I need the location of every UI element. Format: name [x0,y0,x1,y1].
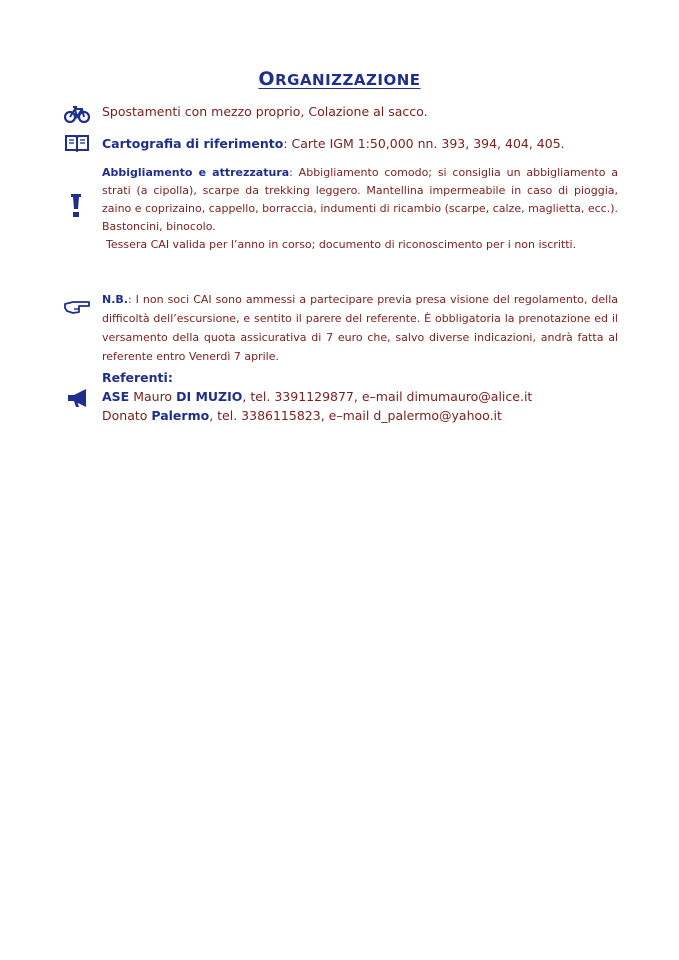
note-text: : I non soci CAI sono ammessi a partecipare previa presa visione del regolamento, della difficoltà dell’escursione, e sentito il parere del referente. È obbligatoria la prenotazione ed il versamento della quota assicurativa di 7 euro che, salvo diverse indicazioni, andrà fatta al referente entro Venerdì 7 aprile. [102,293,618,363]
note-label: N.B. [102,293,128,306]
title-initial: O [258,68,276,90]
referent-1-first: Mauro [133,389,173,404]
title-rest: RGANIZZAZIONE [275,71,421,89]
referents-heading: Referenti [102,370,168,385]
maps-line [102,136,618,151]
referents-block [102,368,618,425]
referent-1-last: DI MUZIO [176,389,243,404]
maps-text: : Carte IGM 1:50,000 nn. 393, 394, 404, 405. [283,136,565,151]
referents-heading-line [102,368,618,387]
referent-1 [102,387,618,406]
book-icon [65,134,89,152]
megaphone-icon [66,388,90,408]
maps-label: Cartografia di riferimento [102,136,284,151]
referent-2-contact: , tel. 3386115823, e–mail d_palermo@yahoo.it [209,408,502,423]
referent-1-contact: , tel. 3391129877, e–mail dimumauro@alice.it [242,389,533,404]
referent-2-first: Donato [102,408,148,423]
transport-line: Spostamenti con mezzo proprio, Colazione al sacco. [102,104,428,119]
bicycle-icon [64,105,90,123]
referent-2-last: Palermo [151,408,210,423]
page-title [0,68,679,90]
referent-2 [102,406,618,425]
clothing-paragraph [102,164,618,254]
referents-colon: : [167,370,173,385]
clothing-text: : Abbigliamento comodo; si consiglia un abbigliamento a strati (a cipolla), scarpe da trekking leggero. Mantellina impermeabile in caso di pioggia, zaino e coprizaino, cappello, borraccia, indumenti di ricambio (scarpe, calze, maglietta, ecc.). Bastoncini, binocolo. [102,166,618,233]
clothing-label: Abbigliamento e attrezzatura [102,166,290,179]
note-paragraph [102,290,618,366]
pointing-hand-icon [63,298,91,316]
exclamation-icon [70,194,82,218]
tessera-text: Tessera CAI valida per l’anno in corso; documento di riconoscimento per i non iscritti. [106,238,577,251]
referent-1-title: ASE [102,389,130,404]
